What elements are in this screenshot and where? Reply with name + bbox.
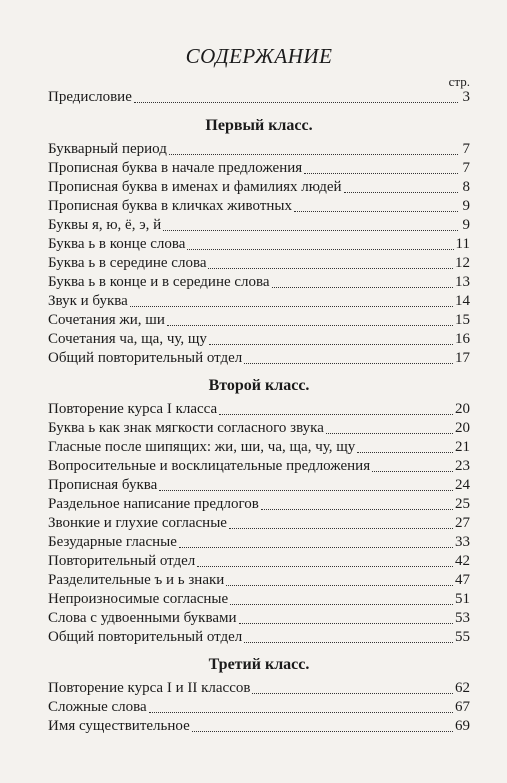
- toc-entry: [48, 292, 470, 311]
- toc-entry: [48, 254, 470, 273]
- leader-dots: [344, 191, 458, 193]
- toc-entry-label: Предисловие: [48, 89, 132, 105]
- toc-entry-label: Букварный период: [48, 141, 167, 157]
- toc-entry-label: Общий повторительный отдел: [48, 350, 243, 366]
- leader-dots: [179, 546, 453, 548]
- toc-entry-label: Безударные гласные: [48, 534, 177, 550]
- toc-entry-page: 7: [462, 160, 470, 176]
- toc-entry-page: 27: [455, 515, 470, 531]
- toc-entry-label: Прописная буква: [48, 477, 158, 493]
- toc-entry-page: 12: [455, 255, 470, 271]
- toc-entry-page: 47: [455, 572, 470, 588]
- toc-entry: [48, 235, 470, 254]
- leader-dots: [244, 362, 453, 364]
- toc-entry-label: Вопросительные и восклицательные предложения: [48, 458, 371, 474]
- toc-entry-page: 14: [455, 293, 470, 309]
- leader-dots: [219, 413, 453, 415]
- toc-entry-page: 62: [455, 680, 470, 696]
- toc-entry: [48, 514, 470, 533]
- toc-entry: [48, 679, 470, 698]
- toc-entry-label: Повторение курса I и II классов: [48, 680, 251, 696]
- toc-sections: [48, 115, 470, 736]
- toc-entry: [48, 609, 470, 628]
- leader-dots: [208, 267, 453, 269]
- toc-entry-page: 69: [455, 718, 470, 734]
- toc-entry-page: 55: [455, 629, 470, 645]
- toc-entry-label: Буквы я, ю, ё, э, й: [48, 217, 162, 233]
- toc-entry: [48, 159, 470, 178]
- leader-dots: [187, 248, 453, 250]
- toc-entry-label: Прописная буква в начале предложения: [48, 160, 303, 176]
- toc-entry: [48, 140, 470, 159]
- toc-entry-page: 20: [455, 420, 470, 436]
- leader-dots: [326, 432, 453, 434]
- toc-entry-page: 17: [455, 350, 470, 366]
- toc-entry-page: 11: [455, 236, 470, 252]
- toc-entry-label: Имя существительное: [48, 718, 190, 734]
- toc-entry-label: Сочетания ча, ща, чу, щу: [48, 331, 207, 347]
- leader-dots: [159, 489, 453, 491]
- toc-entry: [48, 197, 470, 216]
- leader-dots: [192, 730, 453, 732]
- toc-entry-preface: [48, 88, 470, 107]
- page-column-label: стр.: [448, 74, 470, 89]
- toc-entry-label: Буква ь как знак мягкости согласного звука: [48, 420, 324, 436]
- leader-dots: [372, 470, 453, 472]
- leader-dots: [261, 508, 453, 510]
- leader-dots: [357, 451, 453, 453]
- toc-entry-page: 53: [455, 610, 470, 626]
- toc-entry-page: 3: [462, 89, 470, 105]
- toc-entry-page: 67: [455, 699, 470, 715]
- leader-dots: [244, 641, 453, 643]
- toc-entry-label: Повторение курса I класса: [48, 401, 218, 417]
- page-title: СОДЕРЖАНИЕ: [185, 44, 333, 68]
- leader-dots: [230, 603, 453, 605]
- leader-dots: [229, 527, 453, 529]
- toc-entry-page: 33: [455, 534, 470, 550]
- leader-dots: [272, 286, 453, 288]
- toc-entry: [48, 552, 470, 571]
- toc-entry-label: Гласные после шипящих: жи, ши, ча, ща, чу, щу: [48, 439, 356, 455]
- toc-entry-label: Прописная буква в кличках животных: [48, 198, 292, 214]
- leader-dots: [226, 584, 453, 586]
- toc-entry: [48, 628, 470, 647]
- toc-entry-page: 23: [455, 458, 470, 474]
- leader-dots: [169, 153, 458, 155]
- leader-dots: [149, 711, 453, 713]
- toc-entry: [48, 533, 470, 552]
- leader-dots: [197, 565, 453, 567]
- toc-entry: [48, 476, 470, 495]
- toc-entry: [48, 717, 470, 736]
- toc-entry-page: 25: [455, 496, 470, 512]
- toc-entry: [48, 349, 470, 368]
- leader-dots: [239, 622, 453, 624]
- toc-entry-page: 20: [455, 401, 470, 417]
- toc-entry: [48, 419, 470, 438]
- toc-entry: [48, 590, 470, 609]
- toc-entry-label: Прописная буква в именах и фамилиях людей: [48, 179, 342, 195]
- toc-entry-page: 16: [455, 331, 470, 347]
- leader-dots: [163, 229, 458, 231]
- leader-dots: [252, 692, 453, 694]
- leader-dots: [294, 210, 458, 212]
- toc-entry-label: Сложные слова: [48, 699, 147, 715]
- toc-entry: [48, 457, 470, 476]
- leader-dots: [304, 172, 458, 174]
- toc-entry-page: 51: [455, 591, 470, 607]
- leader-dots: [130, 305, 453, 307]
- toc-entry-label: Буква ь в середине слова: [48, 255, 207, 271]
- toc-entry-page: 8: [462, 179, 470, 195]
- toc-entry-label: Раздельное написание предлогов: [48, 496, 259, 512]
- section-heading: Первый класс.: [205, 117, 313, 134]
- toc-entry-label: Слова с удвоенными буквами: [48, 610, 237, 626]
- toc-entry: [48, 330, 470, 349]
- toc-entry-label: Буква ь в конце и в середине слова: [48, 274, 270, 290]
- toc-entry: [48, 438, 470, 457]
- toc-entry-label: Звонкие и глухие согласные: [48, 515, 227, 531]
- toc-entry: [48, 571, 470, 590]
- toc-entry: [48, 400, 470, 419]
- toc-entry: [48, 273, 470, 292]
- leader-dots: [167, 324, 453, 326]
- toc-entry-label: Сочетания жи, ши: [48, 312, 165, 328]
- toc-entry-page: 13: [455, 274, 470, 290]
- leader-dots: [209, 343, 453, 345]
- toc-entry-label: Непроизносимые согласные: [48, 591, 229, 607]
- toc-entry-page: 7: [462, 141, 470, 157]
- toc-entry-page: 9: [462, 217, 470, 233]
- section-heading: Второй класс.: [208, 377, 310, 394]
- toc-entry-page: 42: [455, 553, 470, 569]
- toc-entry-page: 21: [455, 439, 470, 455]
- toc-entry-label: Повторительный отдел: [48, 553, 196, 569]
- toc-entry: [48, 216, 470, 235]
- toc-entry-label: Разделительные ъ и ь знаки: [48, 572, 225, 588]
- toc-entry: [48, 495, 470, 514]
- contents-page: [48, 28, 470, 736]
- toc-entry-page: 9: [462, 198, 470, 214]
- leader-dots: [134, 101, 458, 103]
- section-heading: Третий класс.: [208, 656, 310, 673]
- toc-entry-label: Звук и буква: [48, 293, 128, 309]
- toc-entry: [48, 311, 470, 330]
- toc-entry: [48, 698, 470, 717]
- toc-entry-page: 24: [455, 477, 470, 493]
- toc-entry: [48, 178, 470, 197]
- toc-entry-label: Общий повторительный отдел: [48, 629, 243, 645]
- toc-entry-label: Буква ь в конце слова: [48, 236, 186, 252]
- toc-entry-page: 15: [455, 312, 470, 328]
